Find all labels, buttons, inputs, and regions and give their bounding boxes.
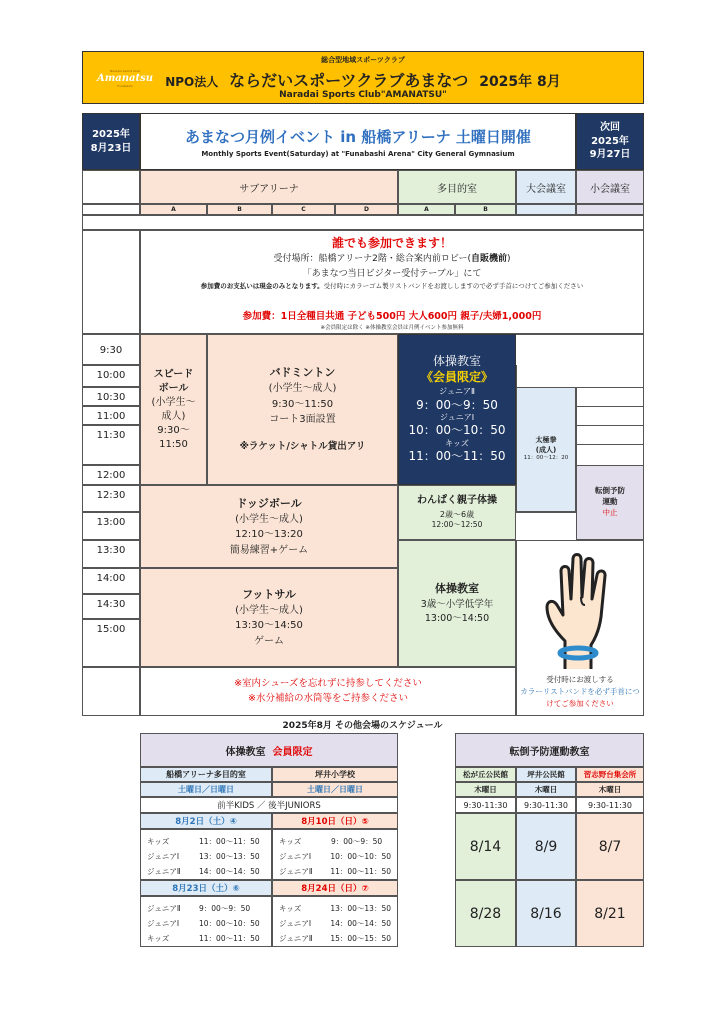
gym-row-time: 11：00～11：50 bbox=[199, 837, 260, 846]
fall-date bbox=[576, 880, 644, 947]
sub-col-c-label: C bbox=[301, 206, 306, 213]
header-date: 2025年 8月 bbox=[479, 74, 561, 90]
sub-col-b bbox=[207, 204, 272, 215]
gym-row-class: キッズ bbox=[147, 934, 170, 943]
info-fee-note: ※会員限定は除く ※体操教室会員は月例イベント参加無料 bbox=[320, 325, 464, 331]
gym-table-title-text bbox=[226, 743, 313, 758]
gym-row-time: 9：00～9：50 bbox=[331, 837, 383, 846]
next-day: 9月27日 bbox=[589, 149, 631, 161]
gym-class-jr1-time: 10：00～10：50 bbox=[408, 423, 506, 438]
activity-speed-ball bbox=[140, 334, 207, 485]
event-title-box bbox=[140, 113, 576, 170]
fall-table-title bbox=[455, 733, 644, 767]
info-headline: 誰でも参加できます！ bbox=[331, 236, 452, 250]
info-reception bbox=[141, 251, 643, 264]
time-label: 14:00 bbox=[96, 573, 126, 584]
time-label: 12:30 bbox=[96, 490, 126, 501]
club-type: 総合型地域スポーツクラブ bbox=[321, 56, 405, 64]
badminton-courts: コート3面設置 bbox=[269, 414, 336, 426]
gym-young-target: 3歳～小学低学年 bbox=[420, 598, 494, 610]
gym-table-title bbox=[140, 733, 398, 767]
npo-label: NPO法人 bbox=[165, 75, 219, 89]
gym-venue2-label: 坪井小学校 bbox=[315, 770, 355, 779]
dodgeball-name: ドッジボール bbox=[236, 496, 302, 510]
sub-col-b-label: B bbox=[237, 206, 242, 213]
gym-block-date bbox=[272, 880, 398, 896]
gym-block-body bbox=[272, 829, 398, 880]
gym-row-time: 14：00～14：50 bbox=[199, 867, 260, 876]
bottom-notes bbox=[140, 667, 516, 716]
dodgeball-time: 12:10～13:20 bbox=[235, 529, 303, 541]
fall-date bbox=[516, 813, 576, 880]
fall-day bbox=[455, 782, 516, 797]
fall-venue bbox=[516, 767, 576, 782]
info-reception-b: 自販機前 bbox=[471, 254, 508, 264]
fall-venue bbox=[576, 767, 644, 782]
fall-prev-name2: 運動 bbox=[602, 497, 618, 507]
info-reception-c: ) bbox=[507, 254, 511, 264]
sub-col-a-label: A bbox=[171, 206, 176, 213]
gym-split bbox=[140, 797, 398, 813]
other-schedule-title: 2025年8月 その他会場のスケジュール bbox=[282, 721, 443, 731]
time-slot bbox=[82, 465, 140, 485]
gym-block-row bbox=[147, 849, 265, 864]
gym-row-class: ジュニアⅡ bbox=[279, 934, 313, 943]
fall-time-label: 9:30-11:30 bbox=[588, 800, 632, 810]
activity-parent-child bbox=[398, 485, 516, 540]
gym-block-date-label: 8月23日（土）⑥ bbox=[172, 884, 240, 894]
info-payment bbox=[141, 281, 643, 290]
taichi-target: (成人) bbox=[535, 445, 557, 454]
time-slot bbox=[82, 568, 140, 594]
gym-young-time: 13:00～14:50 bbox=[424, 612, 490, 624]
fall-date-label: 8/9 bbox=[534, 838, 558, 855]
time-slot bbox=[82, 387, 140, 406]
wristband-line2-text: カラーリストバンドを必ず手首につ bbox=[520, 687, 640, 696]
gym-table-title-main: 体操教室 bbox=[225, 746, 266, 758]
taichi-time: 11：00～12：20 bbox=[523, 455, 569, 462]
note-water: ※水分補給の水筒等をご持参ください bbox=[248, 692, 408, 704]
activity-futsal bbox=[140, 568, 398, 667]
gym-block-row bbox=[279, 931, 391, 946]
gym-row-class: ジュニアⅠ bbox=[279, 852, 312, 861]
speed-ball-target2: 成人) bbox=[161, 410, 186, 422]
time-slot bbox=[82, 512, 140, 540]
fall-prev-name1: 転倒予防 bbox=[595, 486, 625, 496]
gym-block-date-label: 8月24日（日）⑦ bbox=[301, 884, 369, 894]
fall-date-label: 8/7 bbox=[598, 838, 622, 855]
dodgeball-note: 簡易練習+ゲーム bbox=[229, 544, 309, 556]
multi-col-b-label: B bbox=[483, 206, 488, 213]
dodgeball-target: (小学生～成人) bbox=[235, 513, 303, 525]
gym-split-label: 前半KIDS ／ 後半JUNIORS bbox=[217, 801, 321, 811]
time-label: 10:30 bbox=[96, 392, 126, 403]
time-label: 11:00 bbox=[96, 411, 126, 422]
activity-fall-prevention bbox=[576, 465, 644, 540]
logo-main-text: Amanatsu bbox=[96, 72, 154, 84]
info-reception-a: 受付場所：船橋アリーナ2階・総合案内前ロビー( bbox=[273, 254, 471, 264]
event-day: 8月23日 bbox=[90, 142, 132, 154]
gym-block-body bbox=[140, 896, 272, 947]
info-payment-a: 参加費のお支払いは現金のみとなります。 bbox=[200, 282, 324, 290]
fall-day-label: 木曜日 bbox=[534, 785, 558, 794]
fall-time-label: 9:30-11:30 bbox=[463, 800, 508, 810]
time-label: 13:30 bbox=[96, 545, 126, 556]
col-corner bbox=[82, 204, 140, 215]
gym-row-class: ジュニアⅠ bbox=[279, 919, 312, 928]
fall-time bbox=[576, 797, 644, 813]
next-label: 次回 bbox=[600, 122, 620, 134]
gym-row-time: 9：00～9：50 bbox=[199, 904, 251, 913]
gym-row-time: 10：00～10：50 bbox=[330, 852, 391, 861]
header-subtitle: Naradai Sports Club"AMANATSU" bbox=[279, 90, 447, 100]
sub-col-a bbox=[140, 204, 207, 215]
venue-large-conf-label: 大会議室 bbox=[526, 183, 566, 195]
gym-block-body bbox=[140, 829, 272, 880]
spacer-row bbox=[82, 215, 644, 230]
gym-block-row bbox=[147, 901, 265, 916]
next-event-box bbox=[576, 113, 644, 170]
gym-block-row bbox=[279, 901, 391, 916]
header-title bbox=[83, 68, 643, 91]
logo-top-text: Naradai Sports Club bbox=[110, 68, 140, 73]
fall-date bbox=[455, 813, 516, 880]
gym-class-members: 《会員限定》 bbox=[420, 369, 493, 384]
venue-sub-arena-label: サブアリーナ bbox=[239, 183, 299, 195]
gym-row-time: 14：00～14：50 bbox=[330, 919, 391, 928]
venue-small-conf bbox=[576, 170, 644, 204]
hand-wristband-icon bbox=[541, 549, 621, 671]
taichi-name: 太極拳 bbox=[535, 436, 557, 445]
parent-child-name: わんぱく親子体操 bbox=[417, 495, 497, 507]
time-slot bbox=[82, 425, 140, 465]
gym-class-jr1: ジュニアⅠ bbox=[439, 413, 475, 423]
gym-block-row bbox=[147, 834, 265, 849]
gym-row-class: ジュニアⅠ bbox=[147, 919, 180, 928]
gym-class-kids: キッズ bbox=[445, 439, 469, 449]
venue-multi-room bbox=[398, 170, 516, 204]
gym-block-row bbox=[147, 931, 265, 946]
speed-ball-time1: 9:30～ bbox=[157, 424, 190, 436]
gym-day2-label: 土曜日／日曜日 bbox=[307, 785, 363, 794]
activity-taichi bbox=[516, 387, 576, 512]
gym-row-time: 13：00～13：50 bbox=[199, 852, 260, 861]
venue-multi-room-label: 多目的室 bbox=[437, 183, 477, 195]
gym-class-title: 体操教室 bbox=[432, 353, 481, 368]
time-slot bbox=[82, 619, 140, 667]
fall-venue-label: 松が丘公民館 bbox=[463, 770, 508, 779]
header-banner bbox=[82, 51, 644, 104]
time-label: 14:30 bbox=[96, 599, 126, 610]
fall-venue-label: 坪井公民館 bbox=[527, 770, 565, 779]
time-corner-bottom bbox=[82, 667, 140, 716]
gym-row-class: キッズ bbox=[279, 837, 302, 846]
info-table: 「あまなつ当日ビジター受付テーブル」にて bbox=[302, 269, 482, 279]
gym-row-class: ジュニアⅠ bbox=[147, 852, 180, 861]
gym-block-date bbox=[272, 813, 398, 829]
futsal-target: (小学生～成人) bbox=[235, 604, 303, 616]
event-year: 2025年 bbox=[92, 128, 130, 140]
large-conf-col bbox=[516, 204, 576, 215]
time-slot bbox=[82, 334, 140, 365]
parent-child-target: 2歳～6歳 bbox=[439, 509, 475, 519]
sub-col-d-label: D bbox=[364, 206, 369, 213]
gym-row-time: 15：00～15：50 bbox=[330, 934, 391, 943]
fall-day-label: 木曜日 bbox=[474, 785, 497, 794]
fall-date bbox=[455, 880, 516, 947]
multi-col-a-label: A bbox=[424, 206, 429, 213]
gym-block-row bbox=[279, 834, 391, 849]
badminton-name: バドミントン bbox=[269, 366, 336, 380]
gym-table-title-red: 会員限定 bbox=[272, 746, 313, 758]
venue-sub-arena bbox=[140, 170, 398, 204]
fall-prev-status: 中止 bbox=[602, 507, 618, 517]
gym-row-time: 13：00～13：50 bbox=[330, 904, 391, 913]
gym-block-row bbox=[279, 864, 391, 879]
fall-date-label: 8/21 bbox=[594, 905, 626, 922]
time-label: 10:00 bbox=[96, 370, 126, 381]
info-payment-b: 受付時にカラーゴム製リストバンドをお渡ししますので必ず手首につけてご参加ください bbox=[323, 282, 584, 290]
fall-time-label: 9:30-11:30 bbox=[524, 800, 568, 810]
gym-block-date-label: 8月2日（土）④ bbox=[175, 817, 237, 827]
gym-row-time: 11：00～11：50 bbox=[330, 867, 391, 876]
time-slot bbox=[82, 594, 140, 619]
gym-day2 bbox=[272, 782, 398, 797]
time-label: 15:00 bbox=[96, 624, 126, 635]
fall-date-label: 8/28 bbox=[469, 905, 502, 922]
fall-day bbox=[516, 782, 576, 797]
activity-gym-young bbox=[398, 540, 516, 667]
time-slot bbox=[82, 485, 140, 512]
speed-ball-name1: スピード bbox=[153, 368, 194, 380]
venue-large-conf bbox=[516, 170, 576, 204]
wristband-line1: 受付時にお渡しする bbox=[546, 675, 614, 684]
event-date-box bbox=[82, 113, 140, 170]
fall-date bbox=[576, 813, 644, 880]
gym-block-date-label: 8月10日（日）⑤ bbox=[301, 817, 369, 827]
gym-young-name: 体操教室 bbox=[435, 582, 479, 595]
time-label: 9:30 bbox=[99, 345, 123, 356]
wristband-line3: けてご参加ください bbox=[546, 699, 614, 708]
sub-col-d bbox=[335, 204, 398, 215]
badminton-target: (小学生～成人) bbox=[268, 383, 337, 395]
gym-class-kids-time: 11：00～11：50 bbox=[408, 449, 506, 464]
gym-row-class: ジュニアⅡ bbox=[279, 867, 313, 876]
fall-date-label: 8/16 bbox=[530, 905, 562, 922]
gym-class-jr2-time: 9：00～9：50 bbox=[416, 397, 498, 412]
venue-corner bbox=[82, 170, 140, 204]
gym-day1-label: 土曜日／日曜日 bbox=[178, 785, 234, 794]
gym-row-class: キッズ bbox=[147, 837, 170, 846]
gym-block-row bbox=[279, 849, 391, 864]
fall-venue-label: 習志野台集会所 bbox=[583, 770, 637, 779]
fall-date bbox=[516, 880, 576, 947]
sub-col-c bbox=[272, 204, 335, 215]
multi-col-a bbox=[398, 204, 455, 215]
info-fee: 参加費：1日全種目共通 子ども500円 大人600円 親子/夫婦1,000円 bbox=[242, 311, 542, 322]
gym-block-date bbox=[140, 880, 272, 896]
gym-block-row bbox=[147, 864, 265, 879]
activity-dodgeball bbox=[140, 485, 398, 568]
note-shoes: ※室内シューズを忘れずに持参してください bbox=[234, 678, 422, 690]
club-name: ならだいスポーツクラブあまなつ bbox=[229, 71, 469, 90]
wristband-line2 bbox=[517, 686, 643, 698]
time-slot bbox=[82, 365, 140, 387]
gym-row-class: ジュニアⅡ bbox=[147, 867, 181, 876]
futsal-note: ゲーム bbox=[254, 635, 284, 647]
gym-venue1-label: 船橋アリーナ多目的室 bbox=[166, 770, 246, 779]
fall-table-title-text: 転倒予防運動教室 bbox=[509, 746, 590, 758]
event-subtitle: Monthly Sports Event(Saturday) at "Funabashi Arena" City General Gymnasium bbox=[201, 150, 515, 158]
venue-small-conf-label: 小会議室 bbox=[590, 183, 630, 195]
activity-badminton bbox=[207, 334, 398, 485]
parent-child-time: 12:00～12:50 bbox=[431, 520, 483, 530]
time-label: 11:30 bbox=[96, 430, 126, 441]
small-conf-col bbox=[576, 204, 644, 215]
logo-bottom-text: Funabashi bbox=[117, 83, 133, 88]
time-slot bbox=[82, 540, 140, 568]
info-corner bbox=[82, 230, 140, 334]
fall-time bbox=[516, 797, 576, 813]
activity-gym-class bbox=[398, 334, 516, 485]
multi-col-b bbox=[455, 204, 516, 215]
fall-venue bbox=[455, 767, 516, 782]
speed-ball-name2: ボール bbox=[158, 382, 189, 394]
time-slot bbox=[82, 406, 140, 425]
badminton-rental: ※ラケット/シャトル貸出アリ bbox=[239, 440, 366, 452]
fall-date-label: 8/14 bbox=[469, 838, 502, 855]
time-label: 13:00 bbox=[96, 517, 126, 528]
gym-class-jr2: ジュニアⅡ bbox=[439, 387, 475, 397]
gym-row-class: キッズ bbox=[279, 904, 302, 913]
wristband-panel bbox=[516, 540, 644, 716]
next-year: 2025年 bbox=[591, 135, 629, 147]
gym-block-row bbox=[279, 916, 391, 931]
wristband-text bbox=[517, 674, 643, 710]
fall-time bbox=[455, 797, 516, 813]
gym-row-time: 10：00～10：50 bbox=[199, 919, 260, 928]
fall-day bbox=[576, 782, 644, 797]
badminton-time: 9:30～11:50 bbox=[271, 398, 334, 410]
event-title: あまなつ月例イベント in 船橋アリーナ 土曜日開催 bbox=[185, 128, 531, 146]
speed-ball-target1: (小学生～ bbox=[151, 396, 196, 408]
gym-row-time: 11：00～11：50 bbox=[199, 934, 260, 943]
futsal-time: 13:30～14:50 bbox=[235, 620, 303, 632]
time-label: 12:00 bbox=[96, 470, 126, 481]
fall-day-label: 木曜日 bbox=[598, 785, 622, 794]
info-box bbox=[140, 230, 644, 334]
gym-venue2 bbox=[272, 767, 398, 782]
futsal-name: フットサル bbox=[242, 587, 296, 601]
gym-block-row bbox=[147, 916, 265, 931]
gym-venue1 bbox=[140, 767, 272, 782]
gym-day1 bbox=[140, 782, 272, 797]
speed-ball-time2: 11:50 bbox=[159, 438, 188, 450]
gym-block-body bbox=[272, 896, 398, 947]
gym-row-class: ジュニアⅡ bbox=[147, 904, 181, 913]
gym-block-date bbox=[140, 813, 272, 829]
